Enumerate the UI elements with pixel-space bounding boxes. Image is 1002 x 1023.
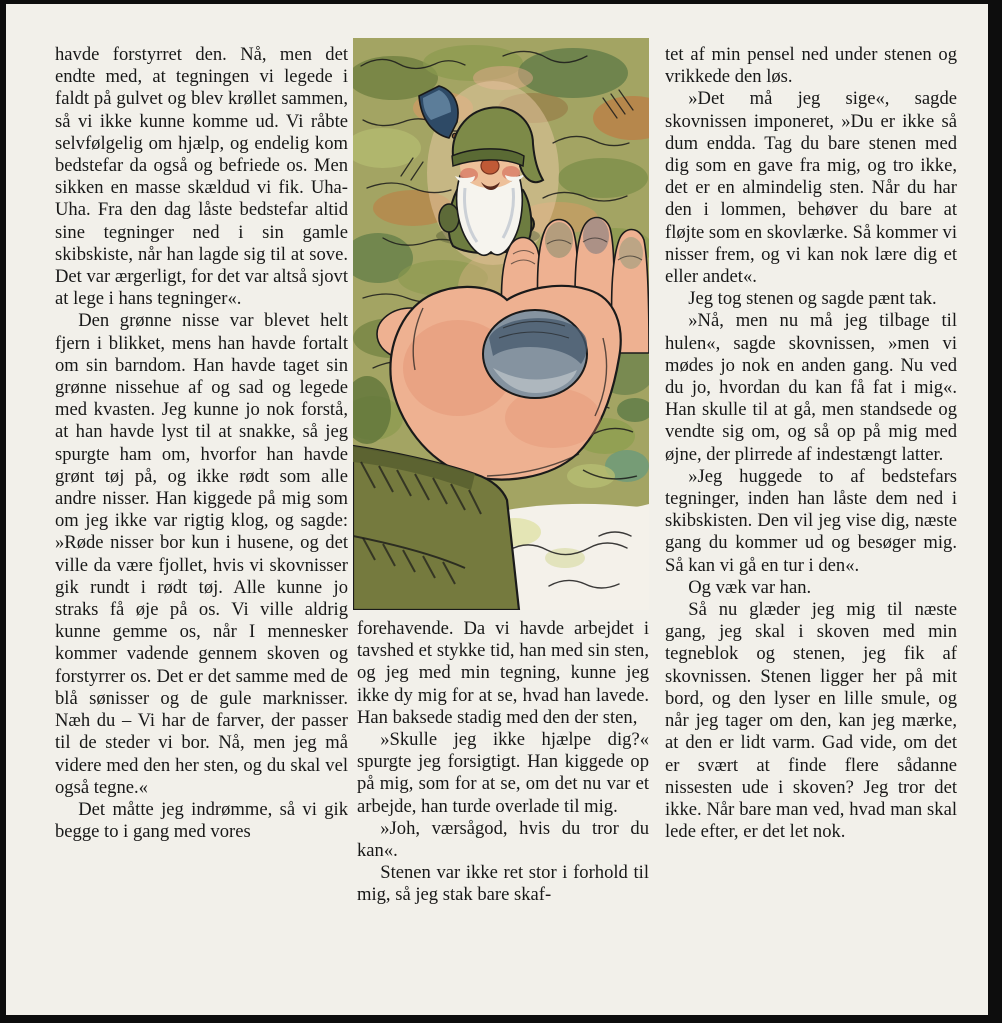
story-paragraph: Jeg tog stenen og sagde pænt tak. xyxy=(688,288,937,310)
illustration-canvas xyxy=(353,38,649,610)
middle-text-column xyxy=(357,618,649,962)
story-paragraph: Den grønne nisse var blevet helt fjern i blikket, mens han havde fortalt om sin barndom. Han havde taget sin grønne nissehue af og sad og legede med kvasten. Jeg kunne jo nok forstå, at han havde lyst til at snakke, så jeg spurgte ham om, hvorfor han havde grønt tøj på, og ikke rødt som alle andre nisser. Han kiggede på mig som om jeg ikke var rigtig klog, og sagde: »Røde nisser bor kun i husene, og det ville da være fjollet, hvis vi skovnisser gik rundt i rødt tøj. Alle kunne jo straks få øje på os. Vi ville aldrig kunne gemme os, når I mennesker kommer vadende gennem skoven og forstyrrer os. Det er det samme med de blå sønisser og de gule marknisser. Næh du – Vi har de farver, der passer til de steder vi bor. Nå, men jeg må videre med den her sten, og du skal vel også tegne.« xyxy=(55,310,348,798)
gnome-hand-illustration xyxy=(353,38,649,610)
story-paragraph: »Skulle jeg ikke hjælpe dig?« spurgte jeg forsigtigt. Han kiggede op på mig, som for at se, om det nu var et arbejde, han turde overlade til mig. xyxy=(357,729,649,817)
story-paragraph: Det måtte jeg indrømme, så vi gik begge to i gang med vores xyxy=(55,798,348,843)
left-text-column xyxy=(55,44,348,962)
story-paragraph: forehavende. Da vi havde arbejdet i tavshed et stykke tid, han med sin sten, og jeg med min tegning, kunne jeg ikke dy mig for at se, hvad han lavede. Han baksede stadig med den der sten, xyxy=(357,618,649,728)
story-paragraph: Stenen var ikke ret stor i forhold til mig, så jeg stak bare skaf- xyxy=(357,862,649,906)
gnome-left-arm xyxy=(439,204,459,232)
story-paragraph: »Jeg huggede to af bedstefars tegninger, inden han låste dem ned i skibskisten. Den vil jeg vise dig, næste gang du kommer ud og besøger mig. Så kan vi gå en tur i den«. xyxy=(665,465,957,576)
story-paragraph: Så nu glæder jeg mig til næste gang, jeg skal i skoven med min tegneblok og stenen, jeg fik af skovnissen. Stenen ligger her på mit bord, og den lyser en lille smule, og når jeg tager om den, kan jeg mærke, at den er lidt varm. Gad vide, om det er svært at finde flere sådanne nissesten ude i skoven? Jeg tror det ikke. Når bare man ved, hvad man skal lede efter, er det let nok. xyxy=(665,599,957,843)
story-paragraph: »Det må jeg sige«, sagde skovnissen imponeret, »Du er ikke så dum endda. Tag du bare stenen med dig som en gave fra mig, og tro ikke, det er en almindelig sten. Når du har den i lommen, behøver du bare at fløjte som en skovlærke. Så kommer vi nisser frem, og vi kan nok lære dig et eller andet«. xyxy=(665,88,957,288)
story-paragraph: »Nå, men nu må jeg tilbage til hulen«, sagde skovnissen, »men vi mødes jo nok en anden gang. Nu ved du jo, hvordan du kan få fat i mig«. Han skulle til at gå, men standsede og vendte sig om, og så op på mig med øjne, der plirrede af indestængt latter. xyxy=(665,310,957,465)
right-text-column xyxy=(665,44,957,962)
story-paragraph: Og væk var han. xyxy=(688,576,812,598)
book-page xyxy=(6,4,988,1015)
story-paragraph: tet af min pensel ned under stenen og vrikkede den løs. xyxy=(665,44,957,88)
story-paragraph: havde forstyrret den. Nå, men det endte med, at tegningen vi legede i faldt på gulvet og blev krøllet sammen, så vi ikke kunne komme ud. Vi råbte selvfølgelig om hjælp, og endelig kom bedstefar da også og befriede os. Men sikken en masse skældud vi fik. Uha-Uha. Fra den dag låste bedstefar altid sine tegninger ned i sin gamle skibskiste, når han lagde sig til at sove. Det var ærgerligt, for det var altså sjovt at lege i hans tegninger«. xyxy=(55,44,348,310)
story-paragraph: »Joh, værsågod, hvis du tror du kan«. xyxy=(357,817,649,862)
